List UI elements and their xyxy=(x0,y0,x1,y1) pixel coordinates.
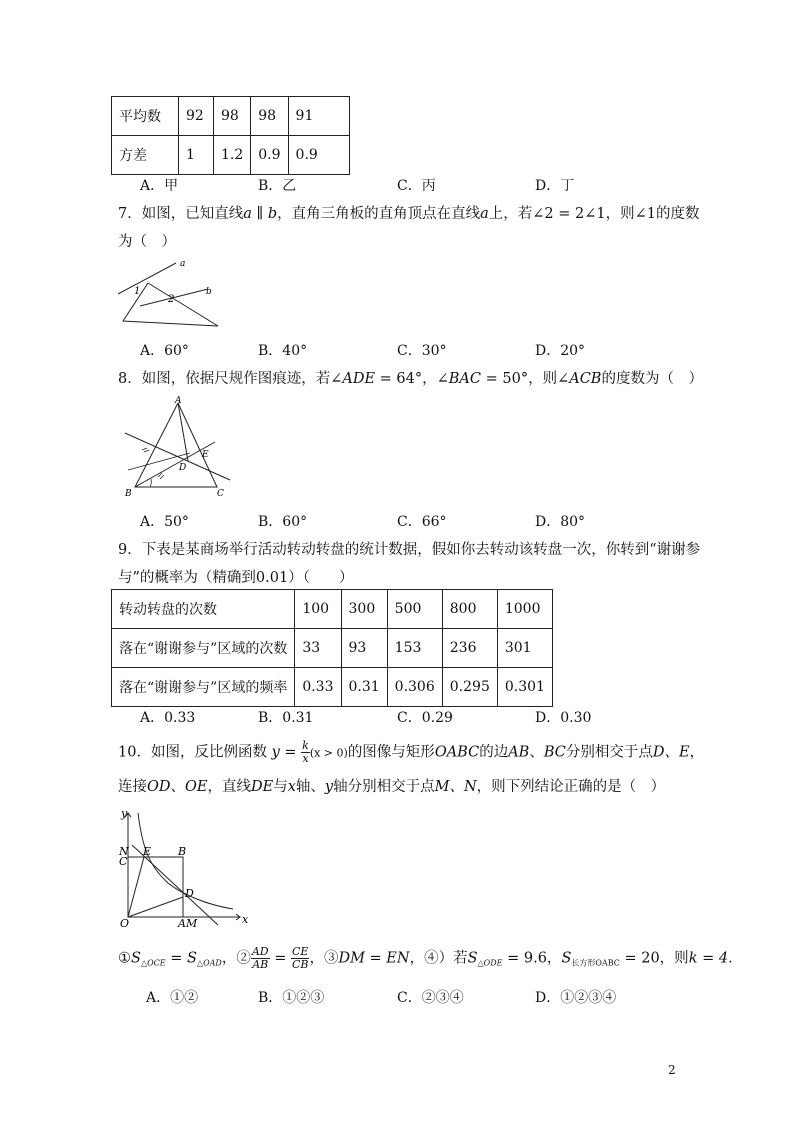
angle-1-label: 1 xyxy=(134,286,141,297)
q8-question xyxy=(118,367,703,388)
q8-text: = 50°，则∠ xyxy=(481,371,570,387)
q7-question-line1 xyxy=(118,202,699,223)
q10-text: ． xyxy=(728,950,743,967)
page-number: 2 xyxy=(668,1063,676,1077)
q10-segment: OE xyxy=(185,779,208,795)
q8-text: 8．如图，依据尺规作图痕迹，若∠ xyxy=(118,371,343,387)
q6-option-a[interactable]: A．甲 xyxy=(140,178,179,194)
table-cell: 33 xyxy=(295,629,341,668)
q10-option-d[interactable]: D．①②③④ xyxy=(535,990,617,1006)
q10-option-c[interactable]: C．②③④ xyxy=(397,990,464,1006)
q10-text: 的边 xyxy=(479,744,509,761)
q10-text: = 9.6， xyxy=(502,950,562,967)
q7-parallel: ∥ xyxy=(251,206,268,222)
table-cell: 0.295 xyxy=(442,668,497,707)
table-cell: 98 xyxy=(251,97,288,136)
q10-subscript: △OAD xyxy=(196,958,222,968)
table-cell: 1 xyxy=(179,136,214,175)
q10-points: M、N xyxy=(434,779,477,795)
q10-text: 、 xyxy=(170,779,186,795)
q10-var: x xyxy=(287,779,296,795)
q10-figure xyxy=(118,805,248,930)
q9-option-a[interactable]: A．0.33 xyxy=(140,710,196,726)
q10-text: ，直线 xyxy=(207,779,251,795)
q10-equation: DM = EN xyxy=(338,950,410,967)
q10-points: D、E xyxy=(652,744,690,761)
q10-text: ，则下列结论正确的是（ ） xyxy=(476,779,666,795)
q10-text: ， xyxy=(689,744,705,761)
table-cell: 93 xyxy=(341,629,387,668)
q8-option-c[interactable]: C．66° xyxy=(397,514,447,530)
q10-var: y xyxy=(324,779,334,795)
q10-line: DE xyxy=(251,779,274,795)
q10-text: = xyxy=(165,950,187,967)
q10-option-b[interactable]: B．①②③ xyxy=(258,990,325,1006)
table-cell: 平均数 xyxy=(112,97,179,136)
q10-equation: k = 4 xyxy=(688,950,729,967)
q10-segment: OD xyxy=(147,779,171,795)
q7-option-d[interactable]: D．20° xyxy=(535,343,586,359)
q10-fraction: $\frac{CE}{CB}$ xyxy=(291,945,309,971)
table-cell: 91 xyxy=(288,97,349,136)
q10-statements xyxy=(118,946,743,971)
origin-label: O xyxy=(120,917,130,930)
q6-option-b[interactable]: B．乙 xyxy=(258,178,297,194)
table-cell: 转动转盘的次数 xyxy=(112,590,295,629)
table-cell: 0.301 xyxy=(497,668,552,707)
table-cell: 500 xyxy=(387,590,442,629)
angle-2-label: 2 xyxy=(168,294,175,305)
q10-subscript: △OCE xyxy=(140,958,166,968)
table-row xyxy=(112,590,553,629)
q6-option-c[interactable]: C．丙 xyxy=(397,178,436,194)
table-row xyxy=(112,629,553,668)
q10-option-a[interactable]: A．①② xyxy=(146,990,199,1006)
spinner-stats-table xyxy=(111,589,553,707)
table-cell: 236 xyxy=(442,629,497,668)
point-c-label: C xyxy=(217,489,224,499)
q10-question-line2 xyxy=(118,775,665,796)
point-b-label: B xyxy=(178,845,187,858)
q10-condition: (x > 0) xyxy=(309,746,348,760)
table-cell: 0.31 xyxy=(341,668,387,707)
point-a-label: A xyxy=(175,396,182,406)
table-cell: 落在“谢谢参与”区域的次数 xyxy=(112,629,295,668)
q8-text: = 64°，∠ xyxy=(375,371,449,387)
q7-var-a: a xyxy=(480,206,489,222)
q7-var-a: a xyxy=(243,206,252,222)
table-cell: 301 xyxy=(497,629,552,668)
q10-var: S xyxy=(131,950,141,967)
q10-text: ，② xyxy=(221,950,251,967)
q10-text: 连接 xyxy=(118,779,147,795)
q10-fraction: $\frac{AD}{AB}$ xyxy=(251,945,269,971)
table-cell: 落在“谢谢参与”区域的频率 xyxy=(112,668,295,707)
q9-question-line1: 9．下表是某商场举行活动转动转盘的统计数据，假如你去转动该转盘一次，你转到“谢谢参 xyxy=(118,542,701,558)
q8-angle-acb: ACB xyxy=(569,371,602,387)
q7-option-b[interactable]: B．40° xyxy=(258,343,308,359)
q7-question-line2: 为（ ） xyxy=(118,234,176,250)
q8-text: 的度数为（ ） xyxy=(601,371,703,387)
q10-text: ① xyxy=(118,950,131,967)
q10-subscript: 长方形OABC xyxy=(571,958,620,968)
q10-text: = xyxy=(279,744,302,761)
q8-figure xyxy=(120,395,230,500)
y-axis-label: y xyxy=(121,807,128,820)
q10-var: S xyxy=(467,950,478,967)
q10-text: = xyxy=(269,950,291,967)
point-b-label: B xyxy=(125,489,132,499)
q10-side: AB xyxy=(508,744,530,761)
table-cell: 92 xyxy=(179,97,214,136)
q9-option-b[interactable]: B．0.31 xyxy=(258,710,314,726)
q10-fraction: $\frac{k}{x}$ xyxy=(302,739,309,765)
table-row xyxy=(112,668,553,707)
q7-option-c[interactable]: C．30° xyxy=(397,343,447,359)
q10-text: 10．如图，反比例函数 xyxy=(118,744,272,761)
q10-text: 分别相交于点 xyxy=(565,744,653,761)
q10-text: 、 xyxy=(529,744,544,761)
table-cell: 100 xyxy=(295,590,341,629)
label-b: b xyxy=(206,287,212,297)
average-variance-table xyxy=(111,96,350,175)
table-row xyxy=(112,97,350,136)
table-cell: 98 xyxy=(214,97,251,136)
table-cell: 300 xyxy=(341,590,387,629)
q10-text: 与 xyxy=(273,779,288,795)
q10-var: S xyxy=(561,950,572,967)
q8-angle-bac: BAC xyxy=(448,371,482,387)
q10-text: ，③ xyxy=(309,950,339,967)
table-cell: 1.2 xyxy=(214,136,251,175)
q10-text: 的图像与矩形 xyxy=(347,744,435,761)
q8-option-a[interactable]: A．50° xyxy=(140,514,189,530)
q10-text: = 20，则 xyxy=(619,950,689,967)
q7-figure xyxy=(118,258,228,333)
point-c-label: C xyxy=(119,855,128,868)
q10-text: 轴分别相交于点 xyxy=(333,779,435,795)
q8-option-d[interactable]: D．80° xyxy=(535,514,586,530)
q10-var: y xyxy=(271,744,280,761)
x-axis-label: x xyxy=(242,913,249,926)
table-cell: 方差 xyxy=(112,136,179,175)
q7-text: 上，若∠2 = 2∠1，则∠1的度数 xyxy=(488,206,700,222)
label-a: a xyxy=(180,259,186,269)
table-cell: 0.9 xyxy=(251,136,288,175)
q10-side: BC xyxy=(543,744,566,761)
points-am-label: AM xyxy=(178,917,198,930)
q10-rect-name: OABC xyxy=(434,744,480,761)
table-cell: 0.9 xyxy=(288,136,349,175)
q9-option-c[interactable]: C．0.29 xyxy=(397,710,453,726)
table-cell: 800 xyxy=(442,590,497,629)
table-cell: 0.33 xyxy=(295,668,341,707)
table-cell: 1000 xyxy=(497,590,552,629)
q10-text: ，④）若 xyxy=(409,950,468,967)
q7-var-b: b xyxy=(267,206,278,222)
q7-text: ，直角三角板的直角顶点在直线 xyxy=(277,206,481,222)
point-d-label: D xyxy=(185,887,194,900)
q10-subscript: △ODE xyxy=(477,958,503,968)
table-cell: 0.306 xyxy=(387,668,442,707)
q7-option-a[interactable]: A．60° xyxy=(140,343,189,359)
q10-var: S xyxy=(186,950,197,967)
q10-text: 轴、 xyxy=(295,779,325,795)
point-e-label: E xyxy=(143,845,152,858)
q10-question-line1 xyxy=(118,740,704,765)
point-e-label: E xyxy=(202,450,209,460)
q9-question-line2: 与”的概率为（精确到0.01）（ ） xyxy=(118,570,354,586)
point-n-label: N xyxy=(119,845,129,858)
point-d-label: D xyxy=(179,463,187,473)
table-cell: 153 xyxy=(387,629,442,668)
q7-text: 7．如图，已知直线 xyxy=(118,206,244,222)
q9-option-d[interactable]: D．0.30 xyxy=(535,710,592,726)
q6-option-d[interactable]: D．丁 xyxy=(535,178,575,194)
q8-angle-ade: ADE xyxy=(342,371,376,387)
q8-option-b[interactable]: B．60° xyxy=(258,514,308,530)
table-row xyxy=(112,136,350,175)
